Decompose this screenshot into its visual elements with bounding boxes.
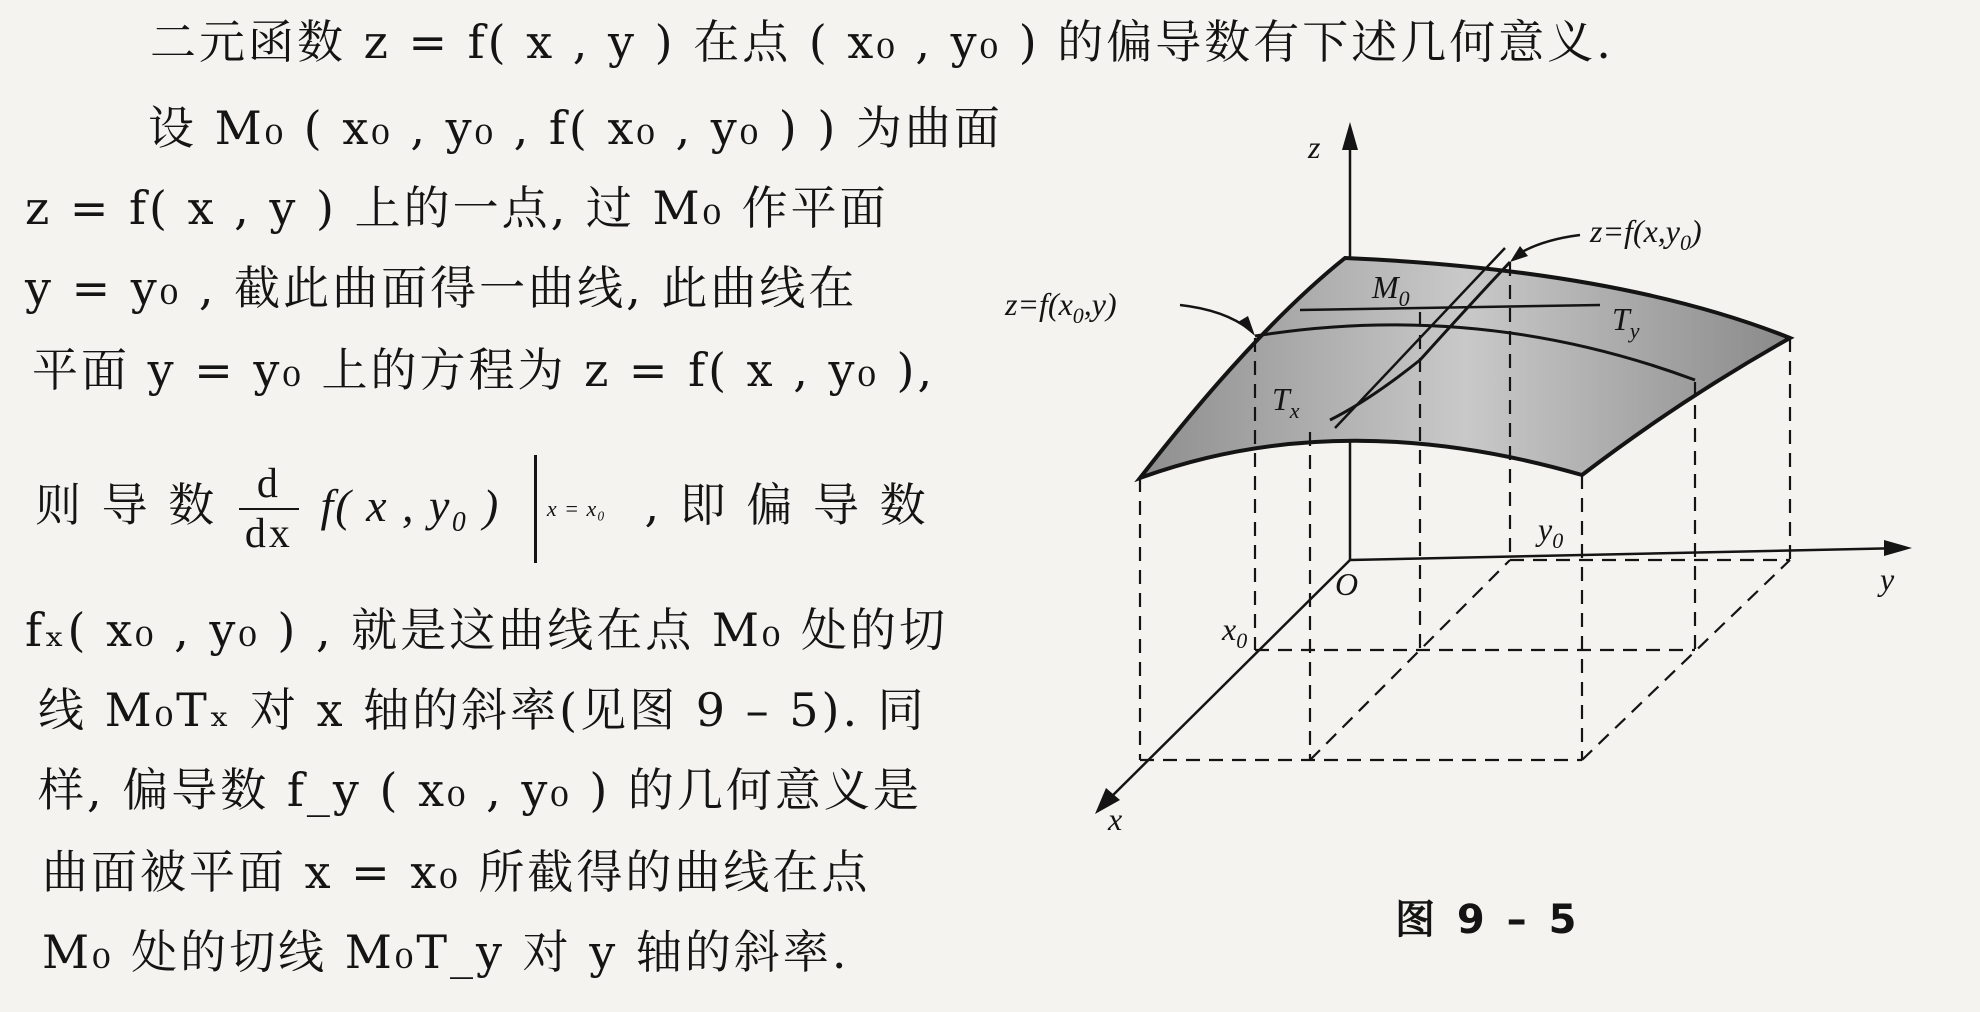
derivative-expression: f( x , y₀ ) <box>320 480 501 531</box>
evaluation-subscript: x = x₀ <box>546 496 606 521</box>
label-x0: $x_0$ <box>1222 611 1248 653</box>
z-axis-arrow <box>1342 122 1358 150</box>
y-axis-arrow <box>1884 540 1912 556</box>
evaluation-bar <box>534 455 627 563</box>
paragraph-line-1: 设 M₀ ( x₀ , y₀ , f( x₀ , y₀ ) ) 为曲面 <box>148 101 1003 155</box>
label-tx: $T_x$ <box>1272 381 1300 423</box>
figure-9-5 <box>980 110 1940 860</box>
derivative-line <box>35 445 929 565</box>
fraction-numerator: d <box>239 460 299 510</box>
fraction-denominator: dx <box>244 511 293 557</box>
label-y: y <box>1880 561 1895 597</box>
label-m0: $M_0$ <box>1372 269 1410 311</box>
paragraph-line-8: 样, 偏导数 f_y ( x₀ , y₀ ) 的几何意义是 <box>38 763 922 817</box>
paragraph-line-2: z = f( x , y ) 上的一点, 过 M₀ 作平面 <box>25 181 889 235</box>
label-z: z <box>1308 129 1321 165</box>
paragraph-line-3: y = y₀ , 截此曲面得一曲线, 此曲线在 <box>25 261 858 315</box>
paragraph-line-4: 平面 y = y₀ 上的方程为 z = f( x , y₀ ), <box>32 343 936 397</box>
derivative-prefix: 则 导 数 <box>35 478 218 532</box>
x-axis <box>1100 560 1350 808</box>
label-y0: $y_0$ <box>1538 511 1564 553</box>
derivative-suffix: , 即 偏 导 数 <box>644 478 929 532</box>
label-ty: $T_y$ <box>1612 301 1640 343</box>
label-x: x <box>1108 801 1123 837</box>
figure-caption: 图 9 – 5 <box>1395 897 1581 943</box>
leader-curve-x0 <box>1180 305 1250 330</box>
paragraph-line-10: M₀ 处的切线 M₀T_y 对 y 轴的斜率. <box>42 925 850 979</box>
paragraph-line-7: 线 M₀Tₓ 对 x 轴的斜率(见图 9 – 5). 同 <box>38 683 927 737</box>
derivative-fraction <box>239 460 299 558</box>
y-axis <box>1350 548 1905 560</box>
label-curve-f-x-y0: $z=f(x,y_0)$ <box>1590 213 1702 255</box>
label-origin: O <box>1335 566 1359 602</box>
intro-line: 二元函数 z = f( x , y ) 在点 ( x₀ , y₀ ) 的偏导数有下述几何意义. <box>150 15 1614 69</box>
paragraph-line-6: fₓ( x₀ , y₀ ) , 就是这曲线在点 M₀ 处的切 <box>25 603 948 657</box>
label-curve-f-x0-y: $z=f(x_0,y)$ <box>1005 286 1117 328</box>
paragraph-line-9: 曲面被平面 x = x₀ 所截得的曲线在点 <box>42 845 871 899</box>
